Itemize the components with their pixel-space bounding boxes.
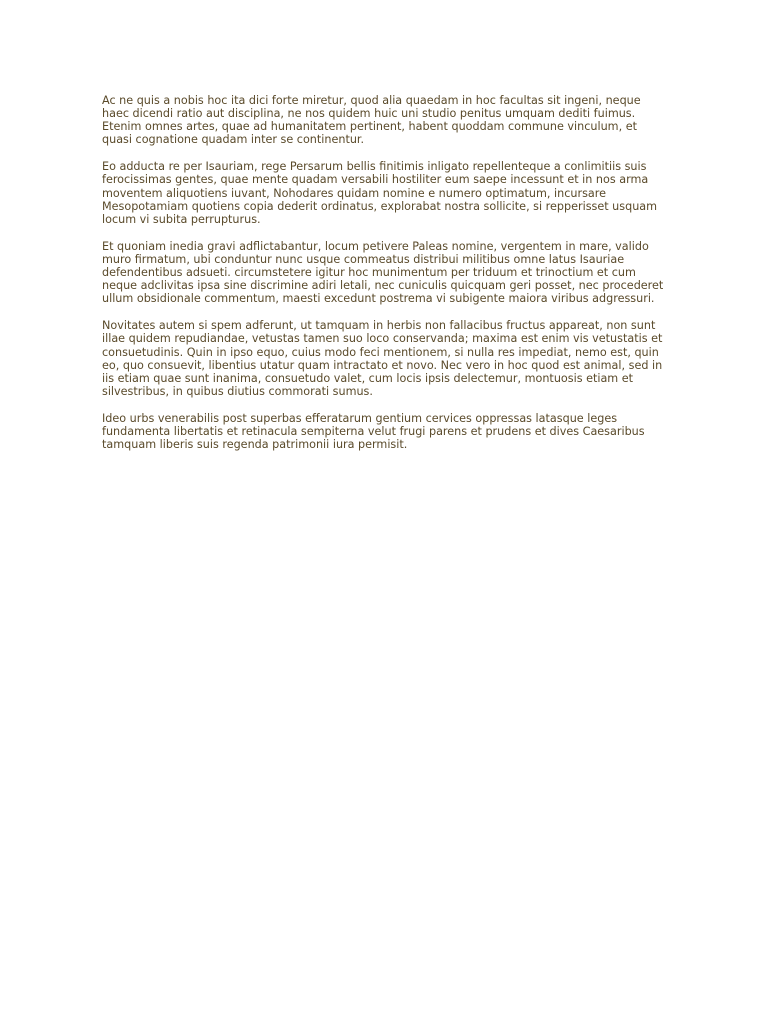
paragraph-5: Ideo urbs venerabilis post superbas efferatarum gentium cervices oppressas latasque leges fundamenta libertatis et retinacula sempiterna velut frugi parens et prudens et dives Caesaribus tamquam liberis suis regenda patrimonii iura permisit. — [102, 411, 645, 452]
paragraph-2: Eo adducta re per Isauriam, rege Persarum bellis finitimis inligato repellenteque a conlimitiis suis ferocissimas gentes, quae mente quadam versabili hostiliter eum saepe incessunt et in nos arma moventem aliquotiens iuvant, Nohodares quidam nomine e numero optimatum, incursare Mesopotamiam quotiens copia dederit ordinatus, explorabat nostra sollicite, si repperisset usquam locum vi subita perrupturus. — [102, 160, 658, 226]
paragraph-3: Et quoniam inedia gravi adflictabantur, locum petivere Paleas nomine, vergentem in mare, valido muro firmatum, ubi conduntur nunc usque commeatus distribui militibus omne latus Isauriae defendentibus adsueti. circumstetere igitur hoc munimentum per triduum et trinoctium et cum neque adclivitas ipsa sine discrimine adiri letali, nec cuniculis quicquam geri posset, nec procederet ullum obsidionale commentum, maesti excedunt postrema vi subigente maiora viribus adgressuri. — [102, 239, 664, 306]
paragraph-4: Novitates autem si spem adferunt, ut tamquam in herbis non fallacibus fructus appareat, non sunt illae quidem repudiandae, vetustas tamen suo loco conservanda; maxima est enim vis vetustatis et consuetudinis. Quin in ipso equo, cuius modo feci mentionem, si nulla res impediat, nemo est, quin eo, quo consuevit, libentius utatur quam intractato et novo. Nec vero in hoc quod est animal, sed in iis etiam quae sunt inanima, consuetudo valet, cum locis ipsis delectemur, montuosis etiam et silvestribus, in quibus diutius commorati sumus. — [102, 319, 663, 398]
paragraph-1: Ac ne quis a nobis hoc ita dici forte miretur, quod alia quaedam in hoc facultas sit ingeni, neque haec dicendi ratio aut disciplina, ne nos quidem huic uni studio penitus umquam dediti fuimus. Etenim omnes artes, quae ad humanitatem pertinent, habent quoddam commune vinculum, et quasi cognatione quadam inter se continentur. — [102, 94, 641, 147]
